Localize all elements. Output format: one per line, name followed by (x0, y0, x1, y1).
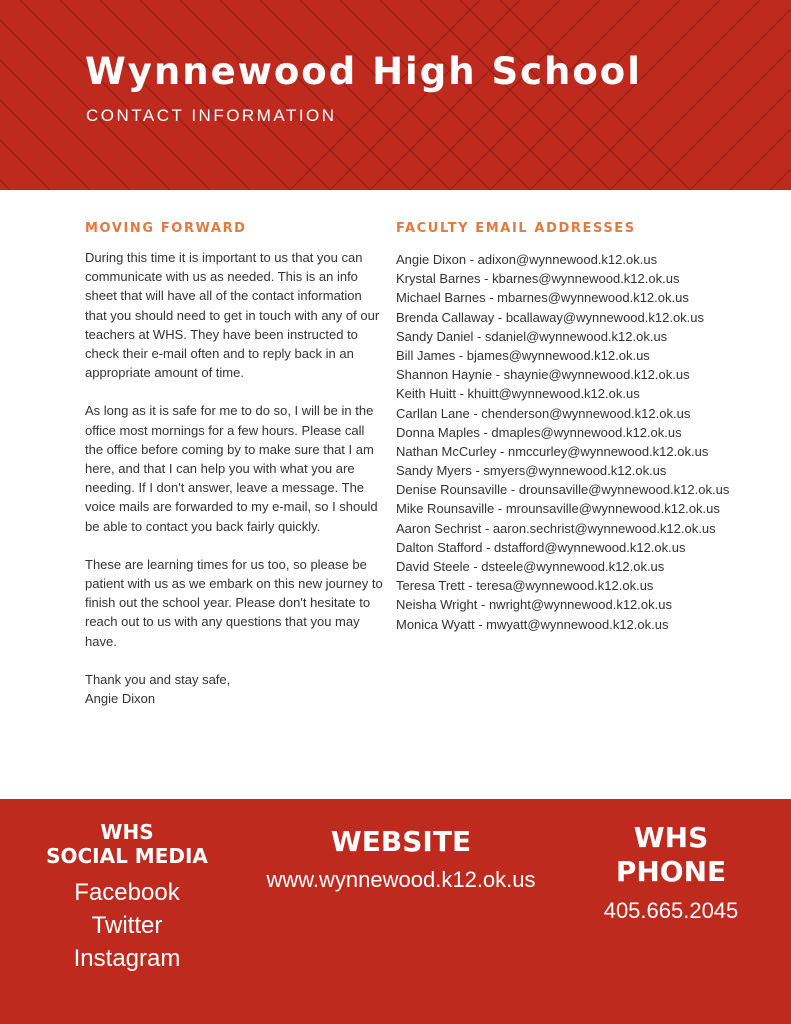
social-link-instagram[interactable]: Instagram (73, 945, 181, 972)
page-subtitle: CONTACT INFORMATION (86, 106, 337, 125)
stripe-line (560, 0, 760, 190)
stripe-line (60, 0, 260, 190)
faculty-entry: Angie Dixon - adixon@wynnewood.k12.ok.us (396, 252, 658, 267)
stripe-line (400, 0, 600, 190)
faculty-entry: Neisha Wright - nwright@wynnewood.k12.ok.us (396, 597, 672, 613)
stripe-line (0, 0, 180, 190)
website-url[interactable]: www.wynnewood.k12.ok.us (266, 866, 536, 892)
faculty-entry: Bill James - bjames@wynnewood.k12.ok.us (396, 347, 650, 363)
page-title: Wynnewood High School (85, 50, 642, 93)
phone-number[interactable]: 405.665.2045 (603, 898, 739, 924)
phone-heading-whs: WHS (633, 821, 709, 854)
stripe-line (0, 0, 100, 190)
moving-forward-heading: MOVING FORWARD (85, 221, 247, 236)
stripe-line (500, 0, 700, 190)
faculty-email-heading: FACULTY EMAIL ADDRESSES (396, 221, 636, 236)
social-link-facebook[interactable]: Facebook (74, 879, 180, 906)
header-banner (0, 0, 791, 190)
faculty-entry: Donna Maples - dmaples@wynnewood.k12.ok.us (396, 424, 682, 440)
stripe-line (600, 0, 791, 190)
stripe-line (20, 0, 220, 190)
faculty-email-list (396, 250, 776, 634)
stripe-line (680, 0, 791, 190)
stripe-line (420, 0, 620, 190)
website-heading: WEBSITE (330, 825, 472, 858)
stripe-line (140, 0, 340, 190)
stripe-line (340, 0, 540, 190)
faculty-entry: Sandy Daniel - sdaniel@wynnewood.k12.ok.us (396, 328, 668, 344)
paragraph-2: As long as it is safe for me to do so, I will be in the office most mornings for a few hours. Please call the office before coming by to make sure that I am here, and that I can help you with what you are needing. If I don't answer, leave a message. The voice mails are forwarded to my e-mail, so I should be able to contact you back fairly quickly. (85, 403, 378, 534)
website-block (236, 825, 566, 893)
stripe-line (640, 0, 791, 190)
signature: Angie Dixon (85, 691, 156, 707)
stripe-line (180, 0, 380, 190)
faculty-entry: Nathan McCurley - nmccurley@wynnewood.k12.ok.us (396, 443, 709, 459)
stripe-line (280, 0, 480, 190)
faculty-entry: Shannon Haynie - shaynie@wynnewood.k12.ok.us (396, 367, 690, 383)
paragraph-3: These are learning times for us too, so please be patient with us as we embark on this new journey to finish out the school year. Please don't hesitate to reach out to us with any questions that you may have. (85, 556, 383, 649)
stripe-line (220, 0, 420, 190)
stripe-line (260, 0, 460, 190)
social-media-block (27, 820, 227, 975)
faculty-entry: Aaron Sechrist - aaron.sechrist@wynnewood.k12.ok.us (396, 520, 716, 536)
moving-forward-body (85, 248, 385, 708)
stripe-line (360, 0, 560, 190)
stripe-line (440, 0, 640, 190)
diagonal-stripe-pattern (0, 0, 791, 190)
stripe-line (100, 0, 300, 190)
faculty-entry: David Steele - dsteele@wynnewood.k12.ok.us (396, 559, 665, 574)
faculty-entry: Brenda Callaway - bcallaway@wynnewood.k12.ok.us (396, 309, 705, 325)
faculty-entry: Krystal Barnes - kbarnes@wynnewood.k12.ok.us (396, 271, 680, 287)
faculty-entry: Mike Rounsaville - mrounsaville@wynnewood.k12.ok.us (396, 501, 720, 517)
faculty-entry: Keith Huitt - khuitt@wynnewood.k12.ok.us (396, 386, 640, 402)
stripe-line (300, 0, 500, 190)
social-heading-social-media: SOCIAL MEDIA (46, 844, 208, 868)
faculty-entry: Teresa Trett - teresa@wynnewood.k12.ok.us (396, 578, 654, 594)
faculty-entry: Dalton Stafford - dstafford@wynnewood.k12.ok.us (396, 539, 686, 555)
faculty-entry: Carllan Lane - chenderson@wynnewood.k12.ok.us (396, 405, 691, 421)
stripe-line (380, 0, 580, 190)
phone-block (571, 821, 771, 924)
faculty-entry: Monica Wyatt - mwyatt@wynnewood.k12.ok.us (396, 616, 669, 632)
stripe-line (320, 0, 520, 190)
stripe-line (480, 0, 680, 190)
faculty-entry: Michael Barnes - mbarnes@wynnewood.k12.ok.us (396, 290, 689, 306)
phone-heading-phone: PHONE (615, 854, 727, 888)
stripe-line (0, 0, 20, 190)
social-link-twitter[interactable]: Twitter (91, 912, 163, 939)
stripe-line (460, 0, 660, 190)
closing-line: Thank you and stay safe, (85, 671, 231, 687)
stripe-line (520, 0, 720, 190)
paragraph-1: During this time it is important to us that you can communicate with us as needed. This is an info sheet that will have all of the contact information that you should need to get in touch with any of our teachers at WHS. They have been instructed to check their e-mail often and to reply back in an appropriate amount of time. (85, 250, 380, 381)
stripe-line (760, 0, 791, 190)
social-heading-whs: WHS (100, 820, 154, 844)
faculty-entry: Denise Rounsaville - drounsaville@wynnewood.k12.ok.us (396, 482, 730, 498)
faculty-entry: Sandy Myers - smyers@wynnewood.k12.ok.us (396, 463, 667, 479)
footer-banner (0, 799, 791, 1024)
